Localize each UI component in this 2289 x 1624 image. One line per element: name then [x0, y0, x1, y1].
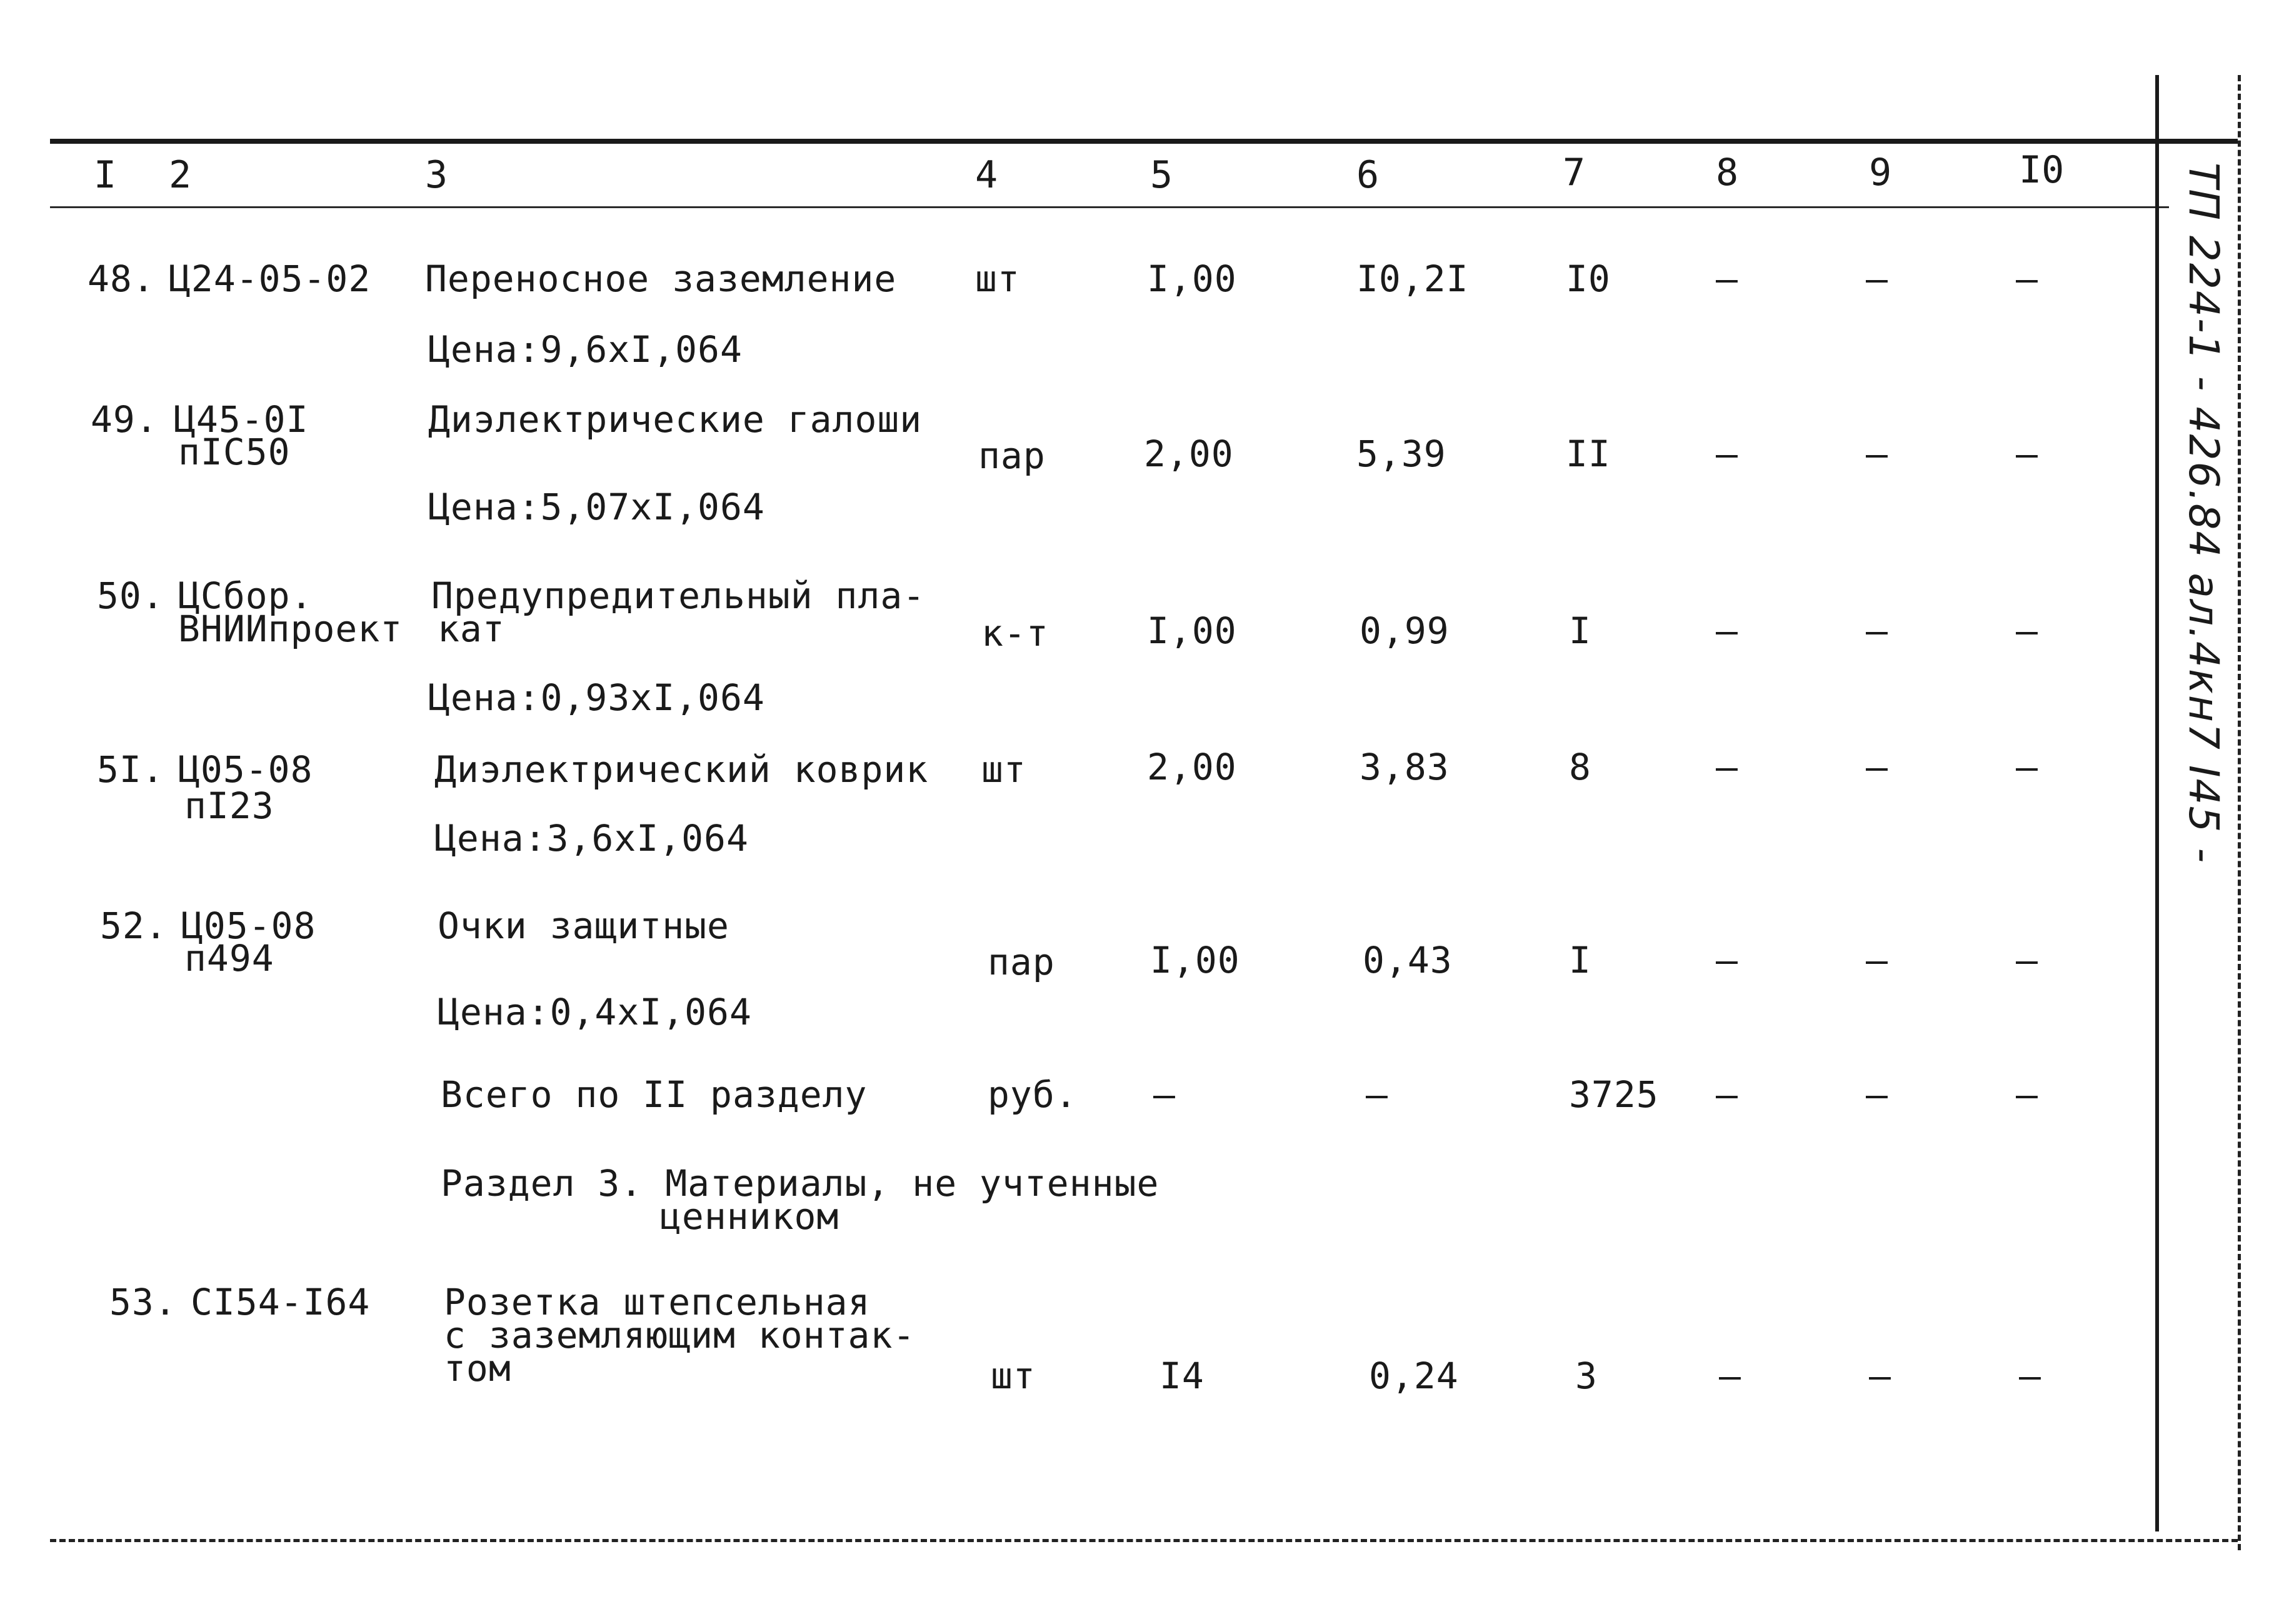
row-50-name-1: Предупредительный пла-	[431, 574, 926, 617]
stamp-text: ТП 224-1 - 426.84 ал.4кн7 I45 -	[2180, 163, 2228, 865]
col-header-8: 8	[1716, 151, 1739, 194]
row-48-cost: I0,2I	[1356, 258, 1469, 300]
row-49-c10: –	[2016, 433, 2038, 475]
row-53-unit: шт	[991, 1355, 1036, 1397]
row-49-cost: 5,39	[1356, 433, 1446, 475]
row-50-cost: 0,99	[1360, 609, 1450, 652]
col-header-9: 9	[1869, 151, 1892, 194]
row-50-code-2: ВНИИпроект	[178, 608, 403, 650]
row-53-c8: –	[1719, 1355, 1741, 1397]
row-52-c9: –	[1866, 939, 1888, 981]
row-48-c9: –	[1866, 258, 1888, 300]
row-48-name: Переносное заземление	[425, 258, 897, 300]
frame-vertical-line	[2155, 75, 2159, 1531]
row-48-c10: –	[2016, 258, 2038, 300]
row-52-c10: –	[2016, 939, 2038, 981]
row-51-name: Диэлектрический коврик	[434, 748, 929, 791]
subtotal-label: Всего по II разделу	[441, 1073, 868, 1116]
subtotal-total: 3725	[1569, 1073, 1659, 1116]
row-53-cost: 0,24	[1369, 1355, 1459, 1397]
col-header-4: 4	[975, 153, 998, 197]
row-53-total: 3	[1575, 1355, 1598, 1397]
row-53-name-1: Розетка штепсельная	[444, 1281, 871, 1323]
col-header-5: 5	[1150, 153, 1173, 197]
row-53-name-3: том	[444, 1347, 511, 1390]
row-48-num: 48.	[88, 258, 155, 300]
row-50-price: Цена:0,93хI,064	[428, 676, 765, 719]
row-48-unit: шт	[975, 258, 1020, 300]
bottom-dashed-rule	[50, 1539, 2238, 1542]
row-53-c10: –	[2019, 1355, 2041, 1397]
row-51-code-2: пI23	[184, 784, 274, 827]
row-50-name-2: кат	[438, 608, 505, 650]
row-49-c9: –	[1866, 433, 1888, 475]
row-50-qty: I,00	[1147, 609, 1237, 652]
row-51-num: 5I.	[97, 748, 164, 791]
row-52-num: 52.	[100, 905, 168, 947]
row-51-qty: 2,00	[1147, 746, 1237, 788]
row-50-unit: к-т	[981, 612, 1049, 654]
row-51-code-1: Ц05-08	[178, 748, 313, 791]
row-52-cost: 0,43	[1363, 939, 1453, 981]
row-52-price: Цена:0,4хI,064	[438, 991, 752, 1033]
row-51-cost: 3,83	[1360, 746, 1450, 788]
row-48-price: Цена:9,6хI,064	[428, 328, 743, 371]
row-48-code: Ц24-05-02	[169, 258, 371, 300]
row-52-qty: I,00	[1150, 939, 1240, 981]
row-49-num: 49.	[91, 398, 158, 441]
row-53-c9: –	[1869, 1355, 1891, 1397]
row-53-name-2: с заземляющим контак-	[444, 1314, 916, 1356]
frame-right-dashed-line	[2238, 75, 2241, 1550]
row-48-c8: –	[1716, 258, 1738, 300]
row-51-total: 8	[1569, 746, 1591, 788]
row-50-num: 50.	[97, 574, 164, 617]
row-49-price: Цена:5,07хI,064	[428, 486, 765, 528]
header-bottom-rule	[50, 206, 2169, 208]
row-52-name: Очки защитные	[438, 905, 729, 947]
row-52-code-2: п494	[184, 937, 274, 980]
row-53-num: 53.	[109, 1281, 177, 1323]
subtotal-c10: –	[2016, 1073, 2038, 1116]
row-51-price: Цена:3,6хI,064	[434, 817, 749, 860]
section-3-heading-line-2: ценником	[659, 1195, 839, 1238]
row-52-total: I	[1569, 939, 1591, 981]
subtotal-qty: –	[1153, 1073, 1176, 1116]
row-51-c9: –	[1866, 746, 1888, 788]
row-52-code-1: Ц05-08	[181, 905, 316, 947]
row-51-unit: шт	[981, 748, 1026, 791]
col-header-3: 3	[425, 153, 448, 197]
row-48-qty: I,00	[1147, 258, 1237, 300]
row-50-c8: –	[1716, 609, 1738, 652]
row-49-c8: –	[1716, 433, 1738, 475]
document-stamp	[2180, 163, 2238, 900]
row-48-total: I0	[1566, 258, 1611, 300]
col-header-2: 2	[169, 153, 192, 197]
row-53-code: СI54-I64	[191, 1281, 371, 1323]
row-51-c8: –	[1716, 746, 1738, 788]
row-51-c10: –	[2016, 746, 2038, 788]
section-3-heading-line-1: Раздел 3. Материалы, не учтенные	[441, 1162, 1160, 1205]
row-50-c10: –	[2016, 609, 2038, 652]
row-49-name: Диэлектрические галоши	[428, 398, 923, 441]
row-49-total: II	[1566, 433, 1611, 475]
subtotal-c8: –	[1716, 1073, 1738, 1116]
col-header-6: 6	[1356, 153, 1380, 197]
col-header-1: I	[94, 153, 117, 197]
subtotal-c9: –	[1866, 1073, 1888, 1116]
row-50-c9: –	[1866, 609, 1888, 652]
subtotal-unit: руб.	[988, 1073, 1078, 1116]
row-52-c8: –	[1716, 939, 1738, 981]
header-top-rule	[50, 139, 2238, 144]
row-53-qty: I4	[1160, 1355, 1205, 1397]
subtotal-cost: –	[1366, 1073, 1388, 1116]
col-header-7: 7	[1563, 151, 1586, 194]
row-49-code-1: Ц45-0I	[174, 398, 309, 441]
row-50-total: I	[1569, 609, 1591, 652]
row-52-unit: пар	[988, 941, 1055, 983]
row-49-unit: пар	[978, 434, 1046, 477]
row-49-qty: 2,00	[1144, 433, 1234, 475]
col-header-10: I0	[2019, 148, 2065, 192]
row-50-code-1: ЦСбор.	[178, 574, 313, 617]
row-49-code-2: пIС50	[178, 431, 291, 473]
